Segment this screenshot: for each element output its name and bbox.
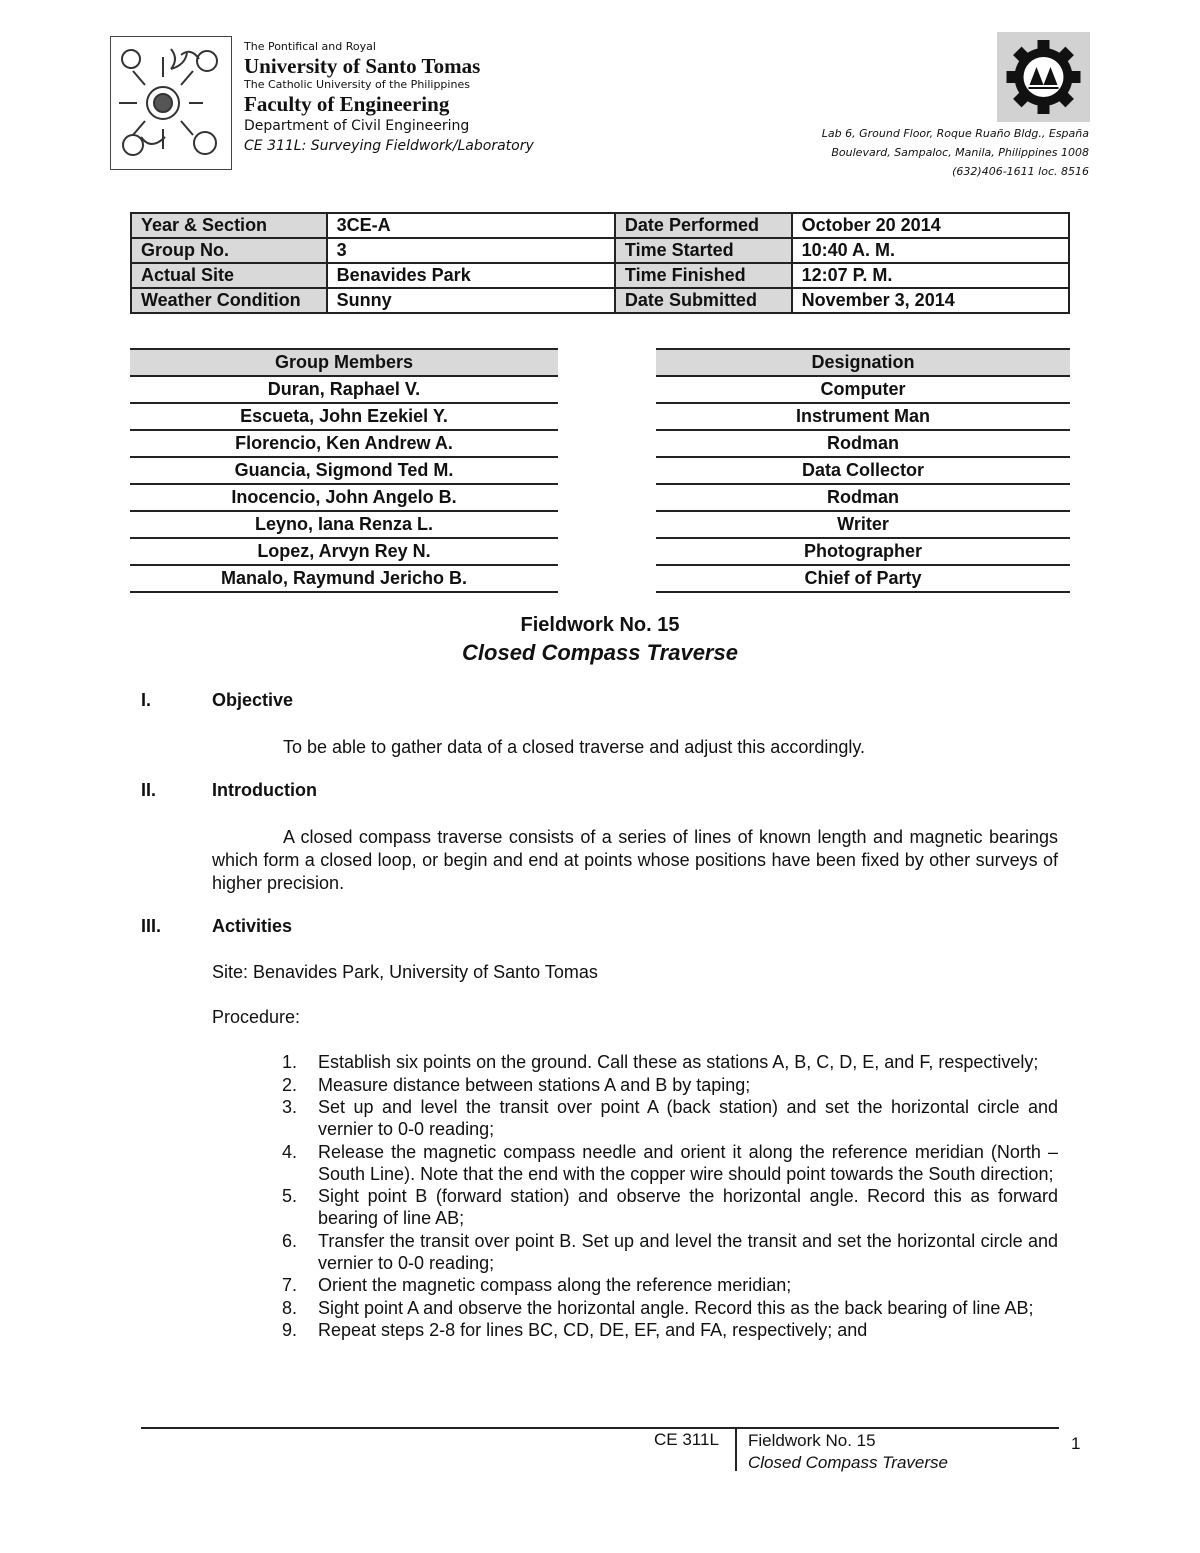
step-text: Sight point A and observe the horizontal angle. Record this as the back bearing of line AB; bbox=[318, 1297, 1034, 1318]
step-text: Release the magnetic compass needle and orient it along the reference meridian (North – South Line). Note that the end with the copper wire should point towards the South direction; bbox=[318, 1141, 1058, 1184]
engineering-logo bbox=[997, 32, 1090, 122]
step-text: Set up and level the transit over point A (back station) and set the horizontal circle and vernier to 0-0 reading; bbox=[318, 1097, 1058, 1139]
step-number: 6. bbox=[282, 1230, 298, 1251]
designation-table bbox=[656, 348, 1070, 593]
actual-site-label: Actual Site bbox=[131, 263, 327, 288]
step-text: Measure distance between stations A and B by taping; bbox=[318, 1074, 751, 1095]
section-title: Introduction bbox=[212, 780, 317, 800]
procedure-step bbox=[212, 1274, 1058, 1296]
member-designation: Rodman bbox=[656, 484, 1070, 511]
member-name: Duran, Raphael V. bbox=[130, 376, 558, 403]
designation-header: Designation bbox=[656, 349, 1070, 376]
experiment-info-table bbox=[130, 212, 1070, 314]
step-number: 1. bbox=[282, 1052, 298, 1072]
time-started-label: Time Started bbox=[615, 238, 792, 263]
catholic-line: The Catholic University of the Philippines bbox=[244, 78, 470, 91]
address-line-2: Boulevard, Sampaloc, Manila, Philippines 1008 bbox=[831, 146, 1089, 159]
header-text bbox=[244, 40, 684, 156]
department-name: Department of Civil Engineering bbox=[244, 118, 470, 134]
fieldwork-number: Fieldwork No. 15 bbox=[520, 614, 680, 636]
date-performed-value: October 20 2014 bbox=[792, 213, 1069, 238]
section-introduction-heading bbox=[141, 780, 317, 801]
weather-value: Sunny bbox=[327, 288, 615, 313]
member-designation: Chief of Party bbox=[656, 565, 1070, 592]
introduction-text: A closed compass traverse consists of a series of lines of known length and magnetic bearings which form a closed loop, or begin and end at points whose positions have been fixed by other surveys of higher precision. bbox=[212, 827, 1058, 893]
info-row bbox=[131, 213, 1069, 238]
fieldwork-title: Closed Compass Traverse bbox=[462, 640, 738, 665]
step-number: 4. bbox=[282, 1141, 298, 1162]
footer-course-code: CE 311L bbox=[654, 1430, 719, 1449]
member-designation: Data Collector bbox=[656, 457, 1070, 484]
member-name: Inocencio, John Angelo B. bbox=[130, 484, 558, 511]
member-name: Manalo, Raymund Jericho B. bbox=[130, 565, 558, 592]
member-designation: Photographer bbox=[656, 538, 1070, 565]
course-title: CE 311L: Surveying Fieldwork/Laboratory bbox=[244, 138, 534, 154]
address-line-3: (632)406-1611 loc. 8516 bbox=[952, 165, 1089, 178]
step-text: Transfer the transit over point B. Set up and level the transit and set the horizontal circle and vernier to 0-0 reading; bbox=[318, 1230, 1058, 1273]
member-designation: Instrument Man bbox=[656, 403, 1070, 430]
group-no-label: Group No. bbox=[131, 238, 327, 263]
step-number: 8. bbox=[282, 1297, 298, 1318]
date-performed-label: Date Performed bbox=[615, 213, 792, 238]
date-submitted-label: Date Submitted bbox=[615, 288, 792, 313]
step-number: 9. bbox=[282, 1320, 298, 1340]
year-section-label: Year & Section bbox=[131, 213, 327, 238]
section-objective-heading bbox=[141, 690, 293, 711]
procedure-step bbox=[212, 1297, 1058, 1319]
info-row bbox=[131, 238, 1069, 263]
university-seal bbox=[110, 36, 232, 170]
section-title: Objective bbox=[212, 690, 294, 710]
procedure-step bbox=[212, 1051, 1058, 1073]
actual-site-value: Benavides Park bbox=[327, 263, 615, 288]
section-number: II. bbox=[141, 780, 157, 800]
procedure-list bbox=[212, 1051, 1058, 1342]
procedure-step bbox=[212, 1319, 1058, 1341]
member-name: Leyno, Iana Renza L. bbox=[130, 511, 558, 538]
group-members-table bbox=[130, 348, 558, 593]
page-number: 1 bbox=[1071, 1434, 1081, 1453]
faculty-name: Faculty of Engineering bbox=[244, 92, 450, 116]
procedure-step bbox=[212, 1185, 1058, 1229]
procedure-step bbox=[212, 1096, 1058, 1140]
time-finished-value: 12:07 P. M. bbox=[792, 263, 1069, 288]
footer-subtitle: Closed Compass Traverse bbox=[748, 1453, 948, 1472]
step-number: 2. bbox=[282, 1074, 298, 1095]
pontifical-line: The Pontifical and Royal bbox=[244, 40, 376, 53]
lab-address bbox=[769, 124, 1089, 181]
member-name: Escueta, John Ezekiel Y. bbox=[130, 403, 558, 430]
info-row bbox=[131, 263, 1069, 288]
member-designation: Rodman bbox=[656, 430, 1070, 457]
member-name: Florencio, Ken Andrew A. bbox=[130, 430, 558, 457]
footer-title bbox=[748, 1430, 948, 1474]
section-activities-heading bbox=[141, 916, 292, 937]
member-name: Lopez, Arvyn Rey N. bbox=[130, 538, 558, 565]
footer-divider bbox=[141, 1427, 1059, 1429]
time-started-value: 10:40 A. M. bbox=[792, 238, 1069, 263]
site-text: Site: Benavides Park, University of Santo Tomas bbox=[212, 962, 598, 982]
group-no-value: 3 bbox=[327, 238, 615, 263]
year-section-value: 3CE-A bbox=[327, 213, 615, 238]
procedure-step bbox=[212, 1141, 1058, 1185]
section-title: Activities bbox=[212, 916, 293, 936]
section-number: III. bbox=[141, 916, 162, 936]
procedure-label: Procedure: bbox=[212, 1007, 301, 1027]
address-line-1: Lab 6, Ground Floor, Roque Ruaño Bldg., España bbox=[821, 127, 1089, 140]
date-submitted-value: November 3, 2014 bbox=[792, 288, 1069, 313]
group-members-header: Group Members bbox=[130, 349, 558, 376]
footer-fieldwork: Fieldwork No. 15 bbox=[748, 1431, 876, 1450]
section-number: I. bbox=[141, 690, 152, 710]
member-name: Guancia, Sigmond Ted M. bbox=[130, 457, 558, 484]
time-finished-label: Time Finished bbox=[615, 263, 792, 288]
step-number: 3. bbox=[282, 1097, 298, 1117]
procedure-step bbox=[212, 1074, 1058, 1096]
step-text: Orient the magnetic compass along the reference meridian; bbox=[318, 1275, 792, 1295]
objective-text: To be able to gather data of a closed traverse and adjust this accordingly. bbox=[283, 737, 866, 757]
step-text: Sight point B (forward station) and observe the horizontal angle. Record this as forward bearing of line AB; bbox=[318, 1186, 1058, 1228]
member-designation: Writer bbox=[656, 511, 1070, 538]
step-number: 5. bbox=[282, 1186, 298, 1206]
footer-separator bbox=[735, 1429, 737, 1471]
member-designation: Computer bbox=[656, 376, 1070, 403]
step-text: Establish six points on the ground. Call these as stations A, B, C, D, E, and F, respectively; bbox=[318, 1052, 1039, 1072]
info-row bbox=[131, 288, 1069, 313]
procedure-step bbox=[212, 1230, 1058, 1274]
step-text: Repeat steps 2-8 for lines BC, CD, DE, EF, and FA, respectively; and bbox=[318, 1320, 868, 1340]
university-name: University of Santo Tomas bbox=[244, 54, 481, 78]
weather-label: Weather Condition bbox=[131, 288, 327, 313]
step-number: 7. bbox=[282, 1275, 298, 1295]
